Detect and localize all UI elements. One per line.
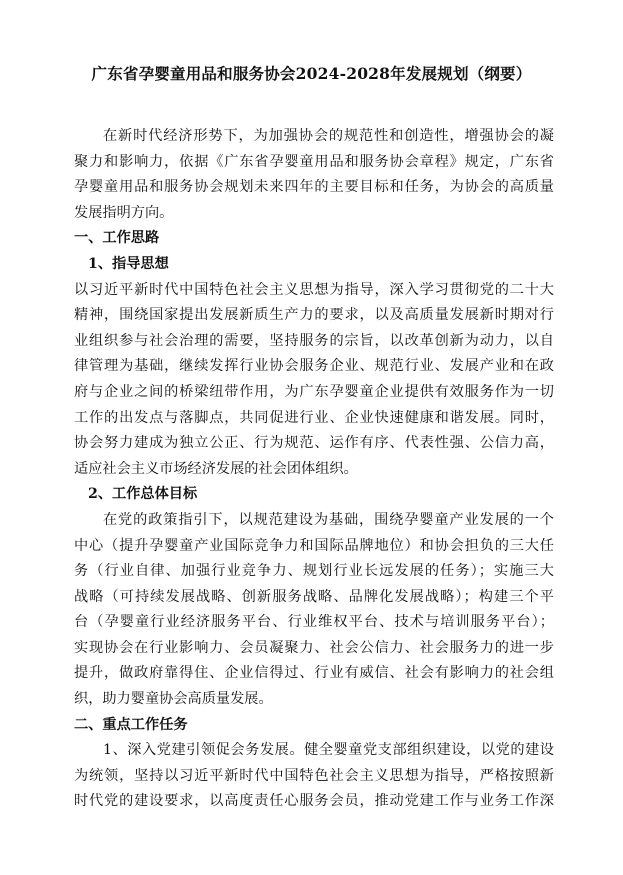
paragraph-line: 为统领，坚持以习近平新时代中国特色社会主义思想为指导，严格按照新 bbox=[74, 767, 554, 784]
paragraph-line: 以习近平新时代中国特色社会主义思想为指导，深入学习贯彻党的二十大 bbox=[74, 281, 554, 298]
paragraph-line: 台（孕婴童行业经济服务平台、行业维权平台、技术与培训服务平台）； bbox=[74, 614, 554, 631]
paragraph-first-line: 1、深入党建引领促会务发展。健全婴童党支部组织建设，以党的建设 bbox=[103, 742, 554, 759]
paragraph-line: 提升，做政府靠得住、企业信得过、行业有威信、社会有影响力的社会组 bbox=[74, 665, 554, 682]
paragraph-line: 精神，围绕国家提出发展新质生产力的要求，以及高质量发展新时期对行 bbox=[74, 307, 554, 324]
section-heading: 一、工作思路 bbox=[74, 230, 160, 247]
paragraph-line: 协会努力建成为独立公正、行为规范、运作有序、代表性强、公信力高， bbox=[74, 435, 554, 452]
paragraph-line: 务（行业自律、加强行业竞争力、规划行业长远发展的任务）；实施三大 bbox=[74, 563, 554, 580]
paragraph-line: 府与企业之间的桥梁纽带作用，为广东孕婴童企业提供有效服务作为一切 bbox=[74, 383, 554, 400]
paragraph-line: 实现协会在行业影响力、会员凝聚力、社会公信力、社会服务力的进一步 bbox=[74, 639, 554, 656]
subsection-heading: 1、指导思想 bbox=[88, 255, 169, 272]
paragraph-last-line: 适应社会主义市场经济发展的社会团体组织。 bbox=[74, 460, 358, 477]
paragraph-last-line: 织，助力婴童协会高质量发展。 bbox=[74, 691, 273, 708]
document-body bbox=[74, 124, 554, 815]
paragraph-line: 律管理为基础，继续发挥行业协会服务企业、规范行业、发展产业和在政 bbox=[74, 358, 554, 375]
paragraph-first-line: 在新时代经济形势下，为加强协会的规范性和创造性，增强协会的凝 bbox=[103, 128, 554, 144]
document-title: 广东省孕婴童用品和服务协会2024-2028年发展规划（纲要） bbox=[91, 64, 532, 83]
paragraph-line: 孕婴童用品和服务协会规划未来四年的主要目标和任务，为协会的高质量 bbox=[74, 179, 554, 196]
paragraph-line: 时代党的建设要求，以高度责任心服务会员，推动党建工作与业务工作深 bbox=[74, 793, 554, 810]
section-heading: 二、重点工作任务 bbox=[74, 716, 188, 733]
paragraph-line: 业组织参与社会治理的需要，坚持服务的宗旨，以改革创新为动力，以自 bbox=[74, 332, 554, 349]
paragraph-line: 中心（提升孕婴童产业国际竞争力和国际品牌地位）和协会担负的三大任 bbox=[74, 537, 554, 554]
paragraph-line: 工作的出发点与落脚点，共同促进行业、企业快速健康和谐发展。同时， bbox=[74, 409, 554, 426]
paragraph-last-line: 发展指明方向。 bbox=[74, 204, 174, 221]
paragraph-first-line: 在党的政策指引下，以规范建设为基础，围绕孕婴童产业发展的一个 bbox=[103, 511, 554, 528]
paragraph-line: 聚力和影响力，依据《广东省孕婴童用品和服务协会章程》规定，广东省 bbox=[74, 153, 554, 170]
paragraph-line: 战略（可持续发展战略、创新服务战略、品牌化发展战略）；构建三个平 bbox=[74, 588, 554, 605]
subsection-heading: 2、工作总体目标 bbox=[88, 486, 198, 503]
